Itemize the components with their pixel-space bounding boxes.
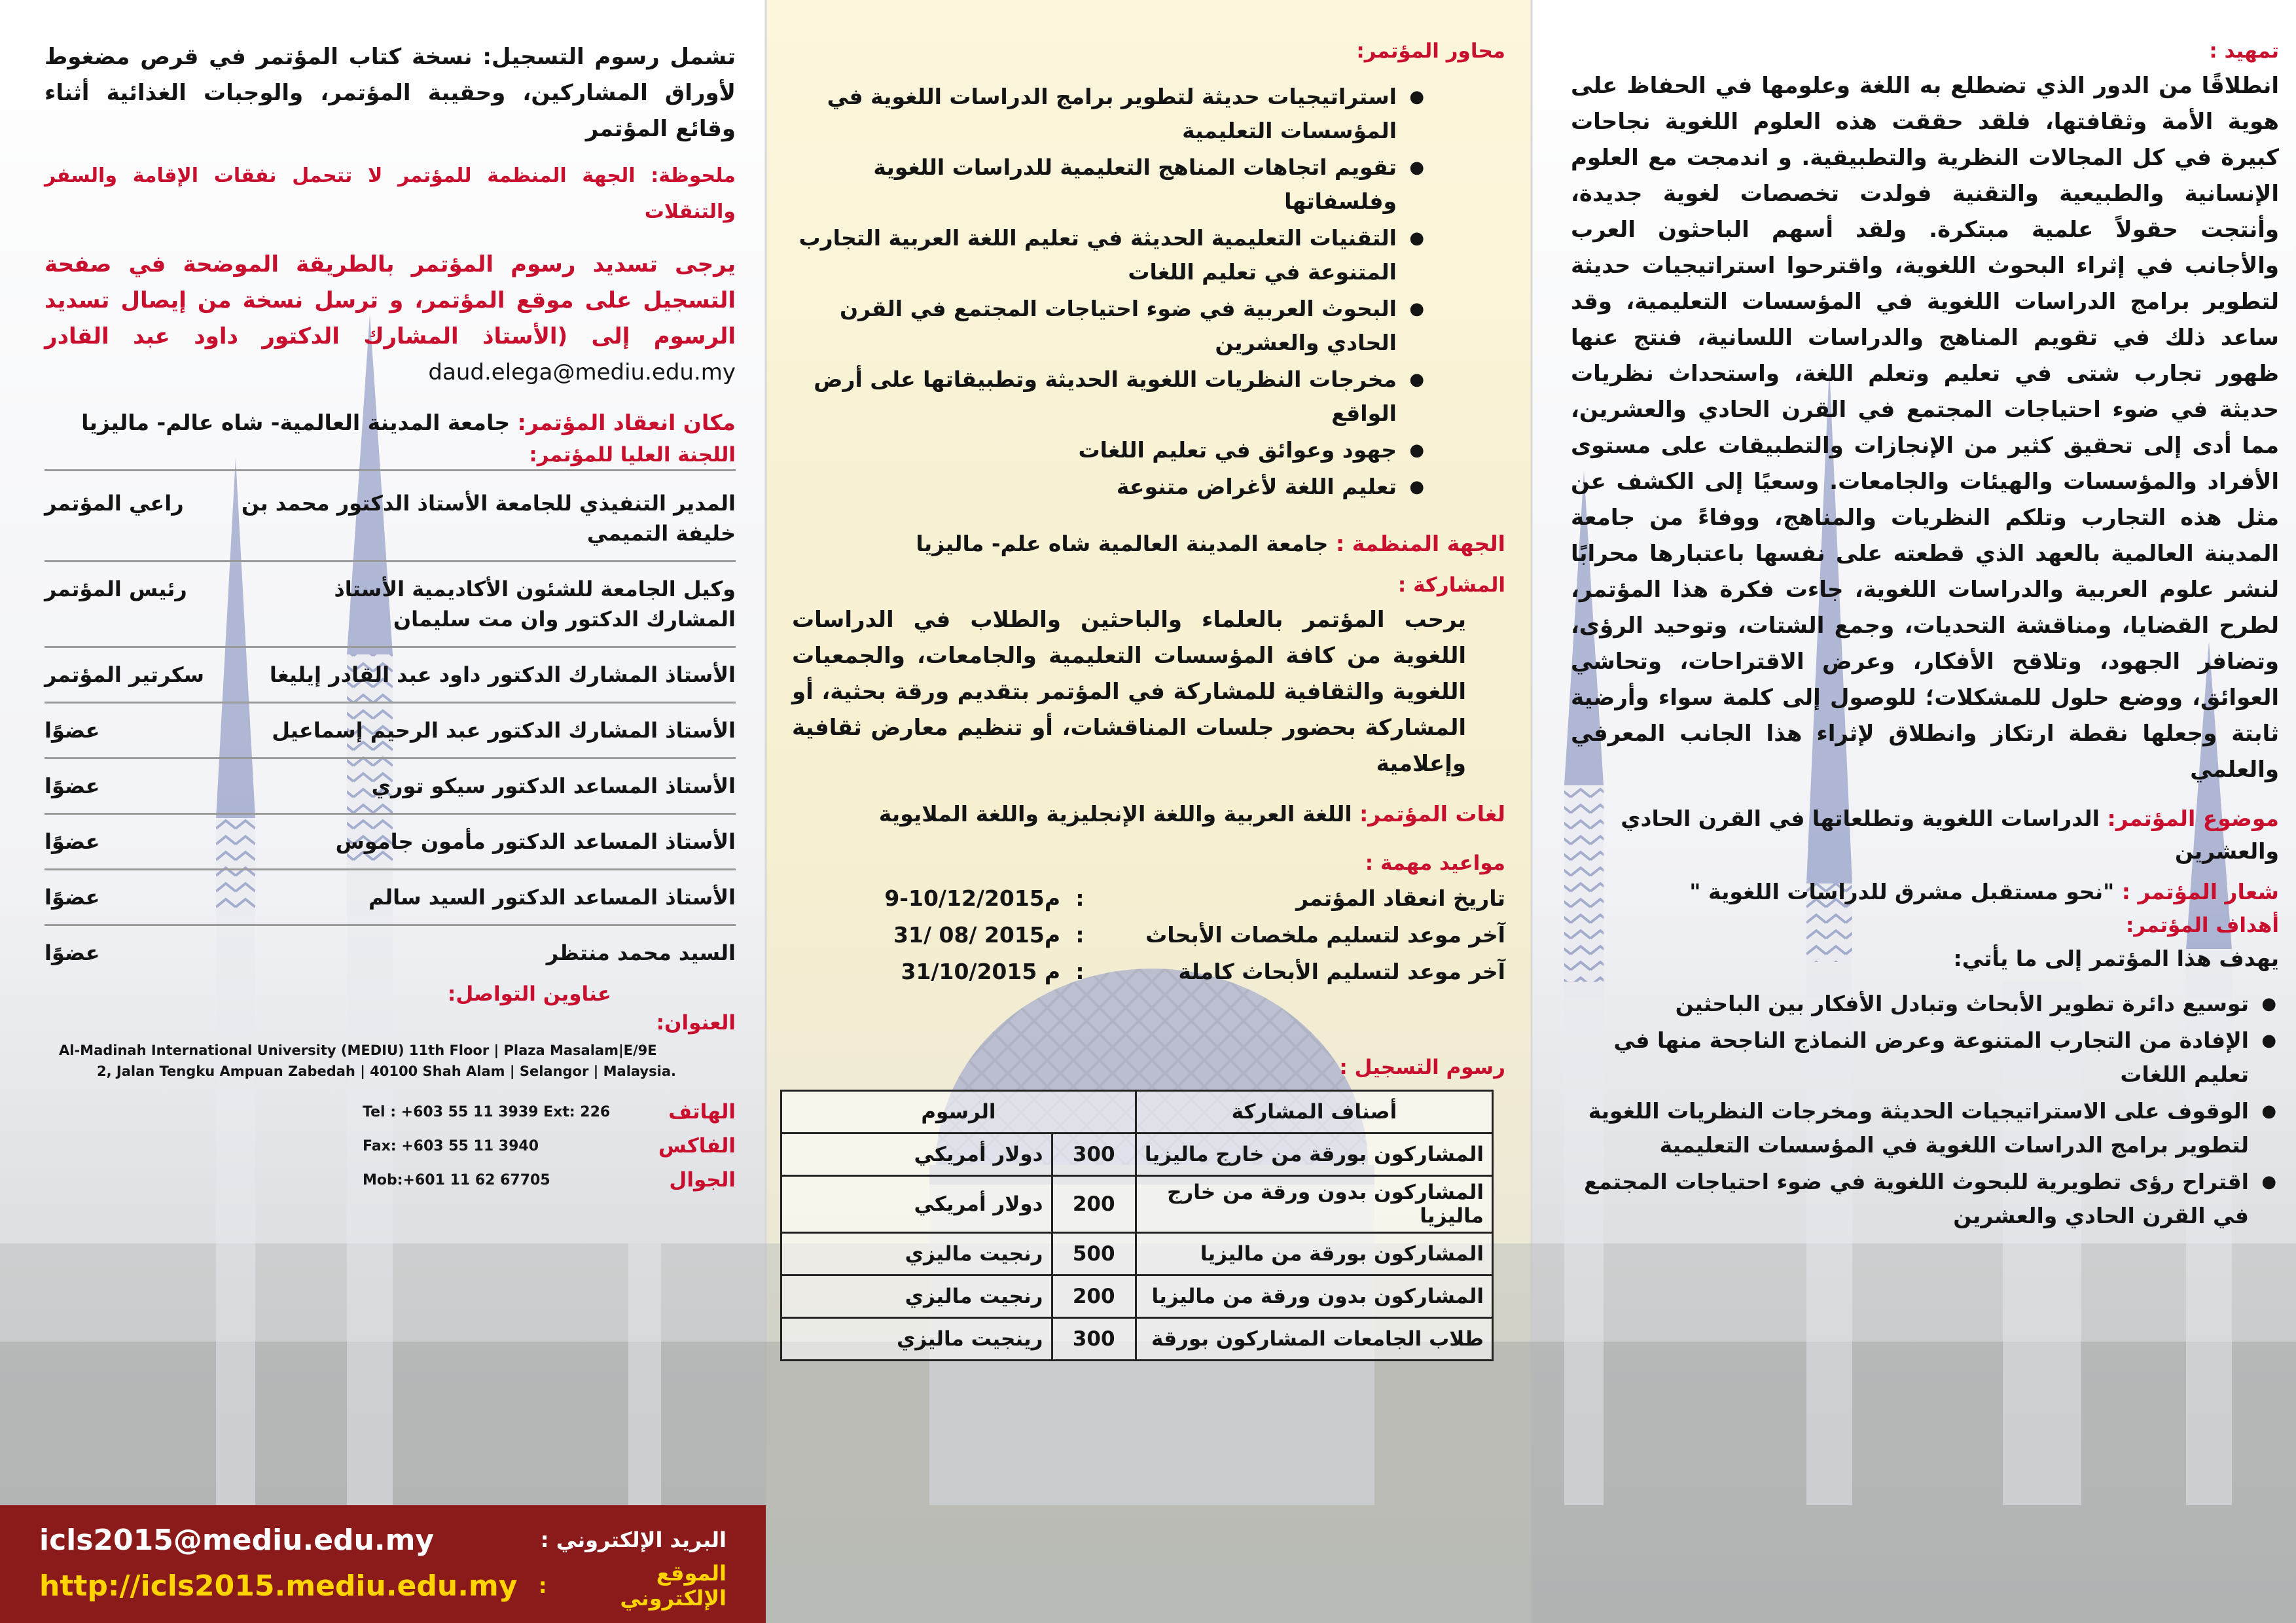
- committee-list: [45, 476, 736, 980]
- fee-amount: 200: [1052, 1275, 1136, 1318]
- contact-heading: عناوين التواصل:: [447, 982, 611, 1006]
- date-row: [792, 954, 1505, 990]
- email-link[interactable]: icls2015@mediu.edu.my: [39, 1523, 435, 1557]
- axis-item: ● التقنيات التعليمية الحديثة في تعليم اللغة العربية التجارب المتنوعة في تعليم اللغات: [792, 221, 1427, 289]
- committee-row: [45, 926, 736, 980]
- right-panel: [1532, 0, 2296, 1623]
- goals-heading: أهداف المؤتمر:: [2125, 914, 2279, 937]
- phone-value: Tel : +603 55 11 3939 Ext: 226: [363, 1103, 611, 1120]
- topic-value: الدراسات اللغوية وتطلعاتها في القرن الحادي والعشرين: [1621, 806, 2279, 864]
- committee-member-name: الأستاذ المشارك الدكتور داود عبد القادر إيليغا: [269, 662, 736, 687]
- contact-footer: [0, 1505, 766, 1623]
- venue-label: مكان انعقاد المؤتمر:: [517, 410, 736, 435]
- committee-member-name: وكيل الجامعة للشئون الأكاديمية الأستاذ المشارك الدكتور وان مت سليمان: [334, 577, 736, 632]
- slogan-row: [1571, 876, 2279, 908]
- committee-member-role: عضوًا: [45, 774, 100, 798]
- committee-member-role: راعي المؤتمر: [45, 491, 184, 516]
- slogan-value: "نحو مستقبل مشرق للدراسات اللغوية ": [1689, 879, 2115, 904]
- participation-text: يرحب المؤتمر بالعلماء والباحثين والطلاب في الدراسات اللغوية من كافة المؤسسات التعليمية والجامعات، والجمعيات اللغوية والثقافية للمشاركة في المؤتمر بتقديم ورقة بحثية، أو المشاركة بحضور جلسات المناقشات، أو تنظيم معارض ثقافية وإعلامية: [792, 607, 1466, 777]
- address-line-2: 2, Jalan Tengku Ampuan Zabedah | 40100 Shah Alam | Selangor | Malaysia.: [97, 1063, 676, 1079]
- fee-currency: دولار أمريكي: [781, 1133, 1052, 1176]
- fees-header-row: [781, 1091, 1493, 1133]
- committee-row: [45, 562, 736, 648]
- website-sep: :: [538, 1573, 547, 1598]
- note-text: ملحوظة: الجهة المنظمة للمؤتمر لا تتحمل نفقات الإقامة والسفر والتنقلات: [45, 164, 736, 223]
- goal-item: ● توسيع دائرة تطوير الأبحاث وتبادل الأفكار بين الباحثين: [1571, 987, 2279, 1021]
- date-value: 31/10/2015 م: [901, 959, 1060, 984]
- goal-item: ● الوقوف على الاستراتيجيات الحديثة ومخرجات النظريات اللغوية لتطوير برامج الدراسات اللغوية في المؤسسات التعليمية: [1571, 1094, 2279, 1162]
- fax-label: الفاكس: [658, 1134, 736, 1158]
- fee-row: [781, 1275, 1493, 1318]
- payment-instructions: يرجى تسديد رسوم المؤتمر بالطريقة الموضحة في صفحة التسجيل على موقع المؤتمر، و ترسل نسخة من إيصال تسديد الرسوم إلى (الأستاذ المشارك الدكتور داود عبد القادر: [45, 251, 736, 349]
- mobile-row: [45, 1163, 736, 1197]
- fees-header-fee: الرسوم: [781, 1091, 1136, 1133]
- intro-text: انطلاقًا من الدور الذي تضطلع به اللغة وعلومها في الحفاظ على هوية الأمة وثقافتها، فلقد حققت هذه العلوم اللغوية نجاحات كبيرة في كل المجالات النظرية والتطبيقية. و اندمجت مع العلوم الإنسانية والطبيعية والتقنية فولدت تخصصات لغوية جديدة، وأنتجت حقولاً علمية مبتكرة. ولقد أسهم الباحثون العرب والأجانب في إثراء البحوث اللغوية، واقترحوا استراتيجيات حديثة لتطوير برامج الدراسات اللغوية في المؤسسات التعليمية، وقد ساعد ذلك في تقويم المناهج والدراسات اللسانية، فنتج عنها ظهور تجارب شتى في تعليم وتعلم اللغة، واستحداث نظريات حديثة في ضوء احتياجات المجتمع في القرن الحادي والعشرين، مما أدى إلى تحقيق كثير من الإنجازات والتطبيقات على مستوى الأفراد والمؤسسات والهيئات والجامعات. وسعيًا إلى الكشف عن مثل هذه التجارب وتلكم النظريات والمناهج، ووفاءً من جامعة المدينة العالمية بالعهد الذي قطعته على نفسها باعتبارها محرابًا لنشر علوم العربية والدراسات اللغوية، جاءت فكرة هذا المؤتمر، لطرح القضايا، ومناقشة التحديات، وجمع الشتات، وتوحيد الرؤى، وتضافر الجهود، وتلاقح الأفكار، وعرض الاقتراحات، وتحاشي العوائق، ووضع حلول للمشكلات؛ للوصول إلى كلمة سواء وأرضية ثابتة وجعلها نقطة ارتكاز وانطلاق لإثراء هذا الجانب المعرفي والعلمي: [1571, 73, 2279, 783]
- date-sep: :: [1075, 885, 1085, 911]
- payment-email[interactable]: daud.elega@mediu.edu.my: [428, 359, 736, 385]
- committee-heading: اللجنة العليا للمؤتمر:: [45, 443, 736, 471]
- topic-row: [1571, 802, 2279, 868]
- committee-member-role: عضوًا: [45, 885, 100, 910]
- languages-label: لغات المؤتمر:: [1359, 801, 1505, 827]
- mobile-value: Mob:+601 11 62 67705: [363, 1171, 550, 1188]
- fax-value: Fax: +603 55 11 3940: [363, 1137, 539, 1154]
- committee-member-role: عضوًا: [45, 829, 100, 854]
- axis-item: ● تقويم اتجاهات المناهج التعليمية للدراسات اللغوية وفلسفاتها: [792, 151, 1427, 219]
- committee-member-name: الأستاذ المشارك الدكتور عبد الرحيم إسماعيل: [272, 718, 736, 743]
- committee-row: [45, 815, 736, 870]
- date-row: [792, 880, 1505, 917]
- venue-row: [45, 406, 736, 439]
- axis-item: ● تعليم اللغة لأغراض متنوعة: [792, 470, 1427, 504]
- axis-item: ● استراتيجيات حديثة لتطوير برامج الدراسات اللغوية في المؤسسات التعليمية: [792, 80, 1427, 148]
- fee-amount: 500: [1052, 1233, 1136, 1275]
- fee-category: المشاركون بدون ورقة من ماليزيا: [1136, 1275, 1492, 1318]
- goal-item: ● اقتراح رؤى تطويرية للبحوث اللغوية في ضوء احتياجات المجتمع في القرن الحادي والعشرين: [1571, 1165, 2279, 1233]
- date-label: آخر موعد لتسليم الأبحاث كاملة: [1178, 959, 1505, 984]
- fees-heading: رسوم التسجيل :: [1339, 1056, 1505, 1079]
- axis-item: ● مخرجات النظريات اللغوية الحديثة وتطبيقاتها على أرض الواقع: [792, 363, 1427, 431]
- fee-row: [781, 1318, 1493, 1361]
- committee-row: [45, 870, 736, 926]
- organizer-label: الجهة المنظمة :: [1335, 531, 1505, 556]
- website-label: الموقع الإلكتروني: [620, 1561, 726, 1611]
- fee-category: طلاب الجامعات المشاركون بورقة: [1136, 1318, 1492, 1361]
- intro-heading: تمهيد :: [2209, 39, 2279, 63]
- committee-member-name: المدير التنفيذي للجامعة الأستاذ الدكتور محمد بن خليفة التميمي: [241, 491, 736, 546]
- date-label: تاريخ انعقاد المؤتمر: [1296, 885, 1505, 911]
- fee-row: [781, 1176, 1493, 1233]
- committee-row: [45, 648, 736, 704]
- fees-include-text: تشمل رسوم التسجيل: نسخة كتاب المؤتمر في قرص مضغوط لأوراق المشاركين، وحقيبة المؤتمر، والوجبات الغذائية أثناء وقائع المؤتمر: [45, 44, 736, 142]
- date-sep: :: [1075, 959, 1085, 984]
- axis-item: ● البحوث العربية في ضوء احتياجات المجتمع في القرن الحادي والعشرين: [792, 292, 1427, 360]
- committee-member-role: سكرتير المؤتمر: [45, 662, 204, 687]
- mobile-label: الجوال: [669, 1168, 736, 1192]
- left-panel: [0, 0, 766, 1623]
- date-sep: :: [1075, 922, 1085, 948]
- participation-heading: المشاركة :: [1397, 573, 1505, 597]
- fee-category: المشاركون بدون ورقة من خارج ماليزيا: [1136, 1176, 1492, 1233]
- committee-member-role: عضوًا: [45, 718, 100, 743]
- goals-list: [1571, 987, 2279, 1233]
- fee-category: المشاركون بورقة من خارج ماليزيا: [1136, 1133, 1492, 1176]
- committee-member-name: الأستاذ المساعد الدكتور مأمون جاموس: [335, 829, 736, 854]
- fee-currency: رينجيت ماليزي: [781, 1318, 1052, 1361]
- date-value: 31/ 08/ 2015م: [893, 922, 1060, 948]
- organizer-value: جامعة المدينة العالمية شاه علم- ماليزيا: [916, 531, 1329, 556]
- address-line-1: Al-Madinah International University (MEDIU) 11th Floor | Plaza Masalam|E/9E: [59, 1043, 657, 1058]
- date-value: 9-10/12/2015م: [884, 885, 1060, 911]
- fee-amount: 300: [1052, 1133, 1136, 1176]
- committee-member-name: الأستاذ المساعد الدكتور سيكو توري: [371, 774, 736, 798]
- goal-item: ● الإفادة من التجارب المتنوعة وعرض النماذج الناجحة منها في تعليم اللغات: [1571, 1024, 2279, 1092]
- website-row: [39, 1563, 726, 1609]
- phone-row: [45, 1095, 736, 1129]
- fax-row: [45, 1129, 736, 1163]
- fee-row: [781, 1133, 1493, 1176]
- fee-amount: 200: [1052, 1176, 1136, 1233]
- committee-row: [45, 759, 736, 815]
- payment-text: [45, 247, 736, 391]
- email-row: [39, 1517, 726, 1563]
- slogan-label: شعار المؤتمر :: [2121, 879, 2279, 904]
- phone-label: الهاتف: [668, 1100, 736, 1124]
- topic-label: موضوع المؤتمر:: [2107, 806, 2279, 831]
- committee-member-name: الأستاذ المساعد الدكتور السيد سالم: [368, 885, 736, 910]
- fee-currency: رنجيت ماليزي: [781, 1233, 1052, 1275]
- axis-item: ● جهود وعوائق في تعليم اللغات: [792, 433, 1427, 467]
- venue-value: جامعة المدينة العالمية- شاه عالم- ماليزيا: [81, 410, 511, 435]
- middle-panel: [766, 0, 1532, 1623]
- fees-table: [780, 1090, 1494, 1361]
- fee-category: المشاركون بورقة من ماليزيا: [1136, 1233, 1492, 1275]
- fee-amount: 300: [1052, 1318, 1136, 1361]
- committee-row: [45, 476, 736, 562]
- dates-heading: مواعيد مهمة :: [1365, 851, 1505, 875]
- committee-member-role: عضوًا: [45, 940, 100, 965]
- fee-row: [781, 1233, 1493, 1275]
- fee-currency: دولار أمريكي: [781, 1176, 1052, 1233]
- committee-member-name: السيد محمد منتظر: [546, 940, 736, 965]
- languages-row: [792, 798, 1505, 830]
- fees-header-category: أصناف المشاركة: [1136, 1091, 1492, 1133]
- email-label: البريد الإلكتروني :: [540, 1527, 726, 1552]
- languages-value: اللغة العربية واللغة الإنجليزية واللغة الملايوية: [878, 801, 1352, 827]
- axes-heading: محاور المؤتمر:: [1356, 39, 1505, 63]
- date-row: [792, 917, 1505, 954]
- goals-intro: يهدف هذا المؤتمر إلى ما يأتي:: [1953, 946, 2279, 971]
- date-label: آخر موعد لتسليم ملخصات الأبحاث: [1145, 922, 1505, 948]
- address-label: العنوان:: [656, 1011, 736, 1035]
- fee-currency: رنجيت ماليزي: [781, 1275, 1052, 1318]
- axes-list: [792, 80, 1505, 504]
- committee-member-role: رئيس المؤتمر: [45, 577, 187, 601]
- committee-row: [45, 704, 736, 759]
- organizer-row: [792, 527, 1505, 560]
- website-link[interactable]: http://icls2015.mediu.edu.my: [39, 1569, 518, 1603]
